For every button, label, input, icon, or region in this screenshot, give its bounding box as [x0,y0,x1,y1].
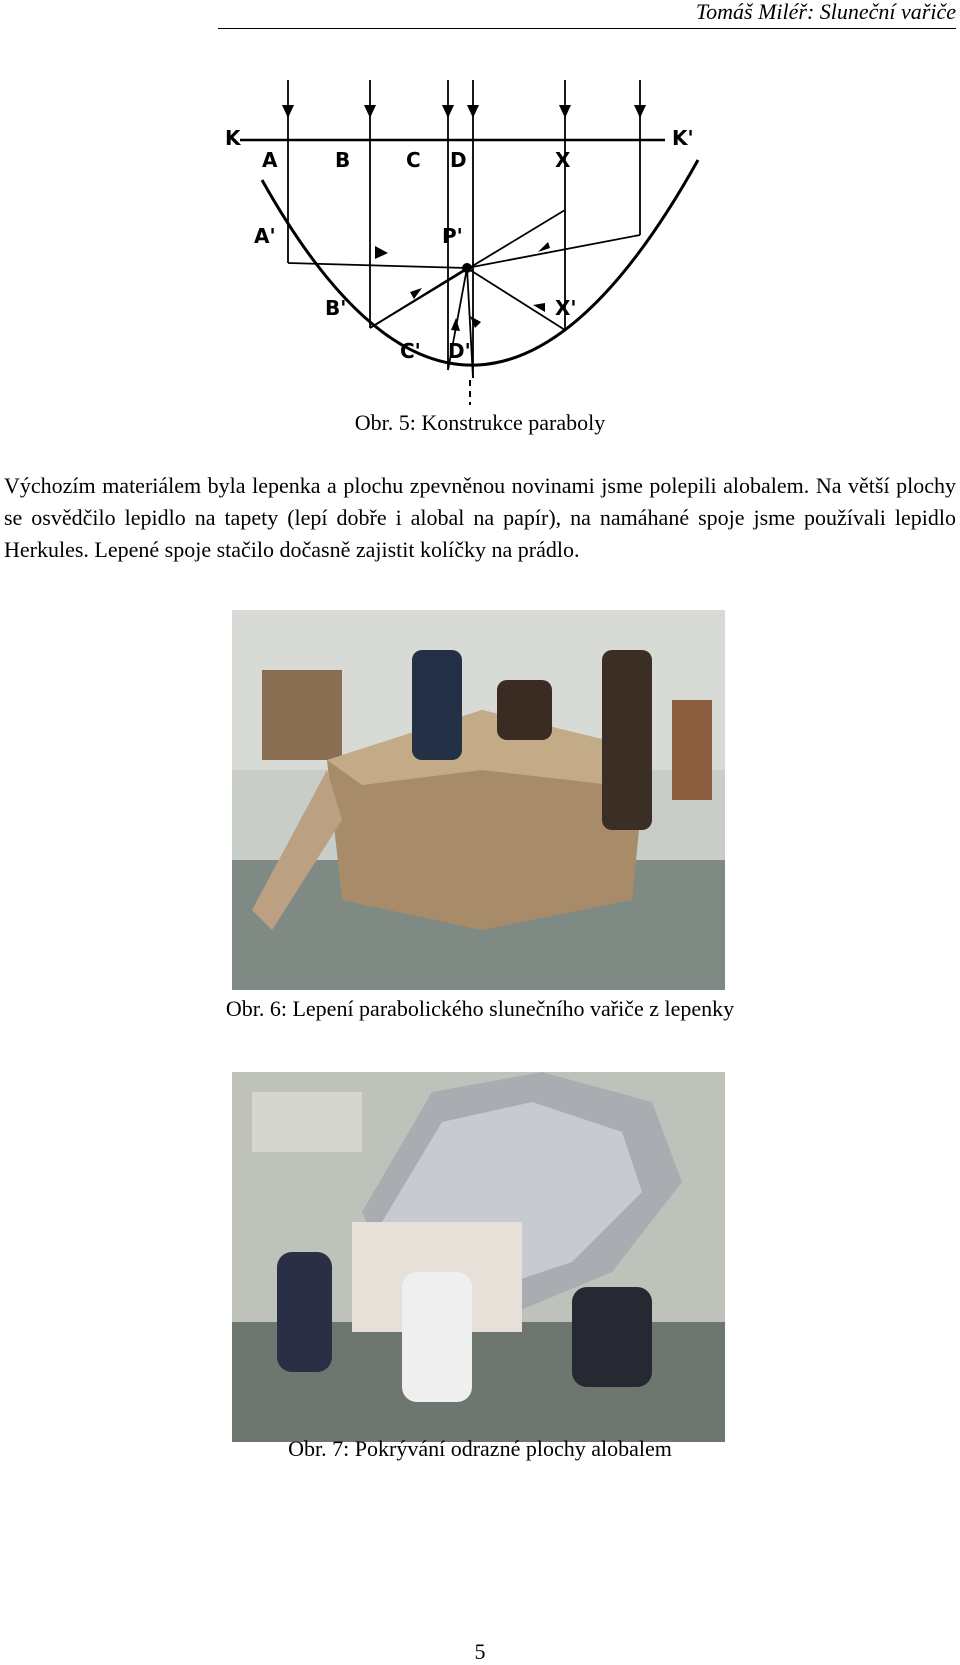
label-k2: K' [672,126,694,150]
label-b1: B' [325,296,347,320]
parabola-diagram [220,60,720,410]
label-x: X [555,148,571,172]
label-a: A [262,148,278,172]
figure-caption-5: Obr. 5: Konstrukce paraboly [354,410,606,435]
label-k: K [225,126,241,150]
photo-gluing-cooker [232,610,725,990]
label-p1: P' [442,224,463,248]
body-paragraph: Výchozím materiálem byla lepenka a plochu zpevněnou novinami jsme polepili alobalem. Na větší plochy se osvědčilo lepidlo na tapety (lepí dobře i alobal na papír), na namáhané spoje jsme používali lepidlo Herkules. Lepené spoje stačilo dočasně zajistit kolíčky na prádlo. [4,473,956,562]
label-c: C [406,148,421,172]
figure-caption-6: Obr. 6: Lepení parabolického slunečního vařiče z lepenky [225,996,735,1021]
label-x1: X' [555,296,577,320]
label-d: D [450,148,467,172]
parabola-curve [262,160,698,365]
page-number: 5 [474,1639,486,1664]
focus-point [462,263,472,273]
figure-caption-7: Obr. 7: Pokrývání odrazné plochy alobalem [288,1436,672,1461]
photo-covering-foil [232,1072,725,1442]
label-a1: A' [254,224,276,248]
label-b: B [335,148,351,172]
running-header: Tomáš Miléř: Sluneční vařiče [218,0,956,29]
label-d1: D' [448,339,471,363]
label-c1: C' [400,339,421,363]
